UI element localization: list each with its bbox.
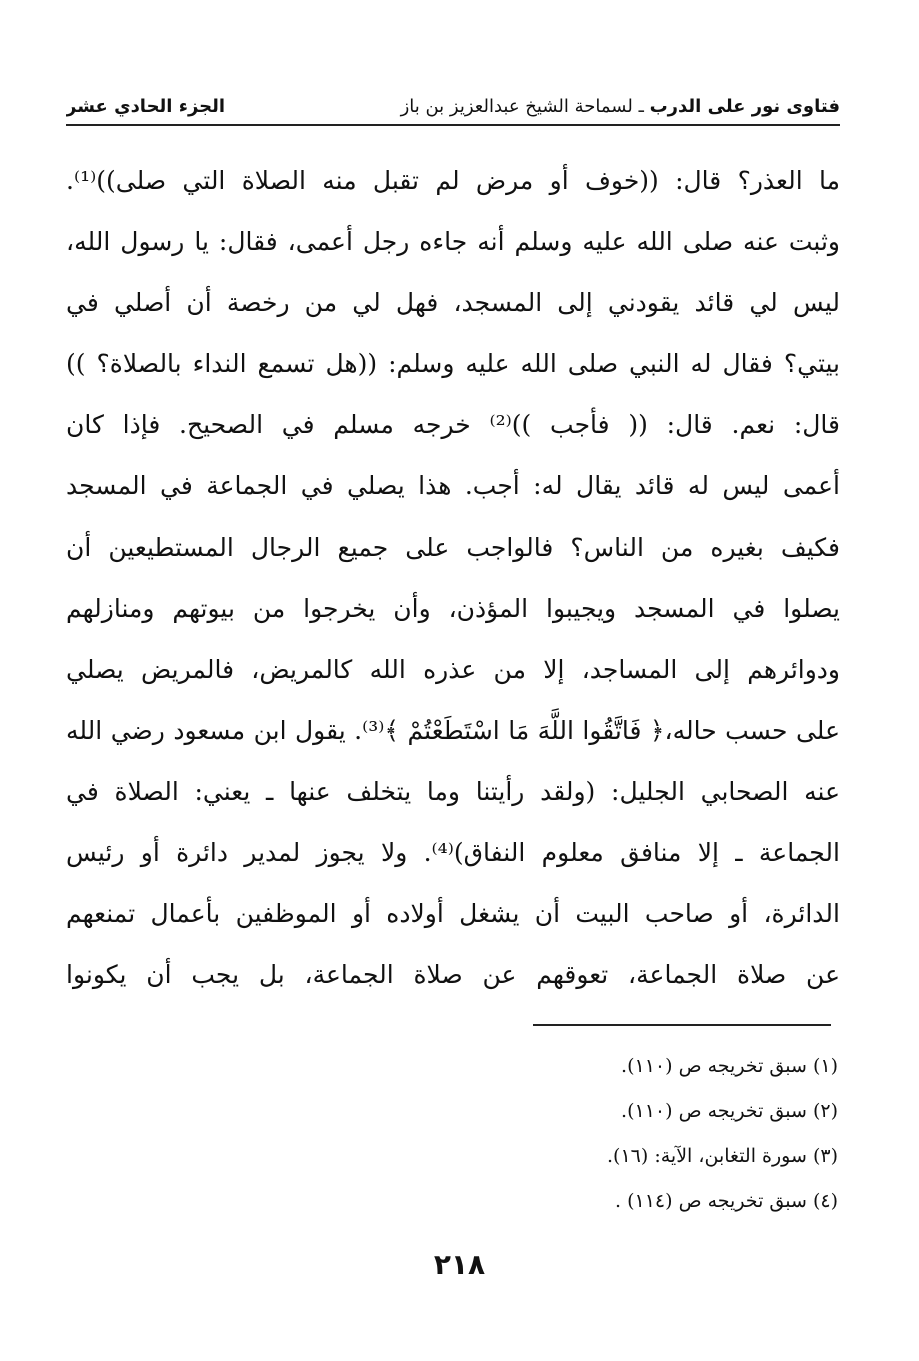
book-author: لسماحة الشيخ عبدالعزيز بن باز (400, 96, 633, 117)
text-line: بيتي؟ فقال له النبي صلى الله عليه وسلم: ((هل تسمع النداء بالصلاة؟ )) (66, 349, 840, 379)
text-line: فكيف بغيره من الناس؟ فالواجب على جميع الرجال المستطيعين أن (66, 532, 840, 562)
text-line: وثبت عنه صلى الله عليه وسلم أنه جاءه رجل أعمى، فقال: يا رسول الله، (66, 227, 840, 257)
text-line: عن صلاة الجماعة، تعوقهم عن صلاة الجماعة، بل يجب أن يكونوا (66, 960, 840, 990)
book-title: فتاوى نور على الدرب (649, 96, 840, 117)
text-line: الجماعة ـ إلا منافق معلوم النفاق)⁽⁴⁾. ولا يجوز لمدير دائرة أو رئيس (66, 838, 840, 868)
header-separator: ـ (638, 96, 644, 117)
footnote-item: (٤) سبق تخريجه ص (١١٤) . (615, 1190, 838, 1212)
main-text (66, 150, 840, 1005)
footnotes (400, 1044, 838, 1224)
text-line: الدائرة، أو صاحب البيت أن يشغل أولاده أو الموظفين بأعمال تمنعهم (66, 899, 840, 929)
page-number: ٢١٨ (433, 1248, 486, 1281)
text-line: عنه الصحابي الجليل: (ولقد رأيتنا وما يتخلف عنها ـ يعني: الصلاة في (66, 776, 840, 806)
footnote-divider (533, 1024, 831, 1026)
footnote-item: (١) سبق تخريجه ص (١١٠). (621, 1055, 838, 1077)
text-line: أعمى ليس له قائد يقال له: أجب. هذا يصلي في الجماعة في المسجد (66, 471, 840, 501)
footnote-item: (٣) سورة التغابن، الآية: (١٦). (607, 1145, 838, 1167)
text-line: قال: نعم. قال: (( فأجب ))⁽²⁾ خرجه مسلم في الصحيح. فإذا كان (66, 410, 840, 440)
text-line: ودوائرهم إلى المساجد، إلا من عذره الله كالمريض، فالمريض يصلي (66, 654, 840, 684)
running-header (66, 92, 840, 126)
volume-part: الجزء الحادي عشر (66, 96, 226, 117)
text-line: ما العذر؟ قال: ((خوف أو مرض لم تقبل منه الصلاة التي صلى))⁽¹⁾. (66, 166, 840, 195)
text-line: ليس لي قائد يقودني إلى المسجد، فهل لي من رخصة أن أصلي في (66, 288, 840, 318)
text-line: على حسب حاله،﴿ فَاتَّقُوا اللَّهَ مَا اسْتَطَعْتُمْ ﴾⁽³⁾. يقول ابن مسعود رضي الله (66, 715, 840, 745)
text-line: يصلوا في المسجد ويجيبوا المؤذن، وأن يخرجوا من بيوتهم ومنازلهم (66, 593, 840, 623)
footnote-item: (٢) سبق تخريجه ص (١١٠). (621, 1100, 838, 1122)
